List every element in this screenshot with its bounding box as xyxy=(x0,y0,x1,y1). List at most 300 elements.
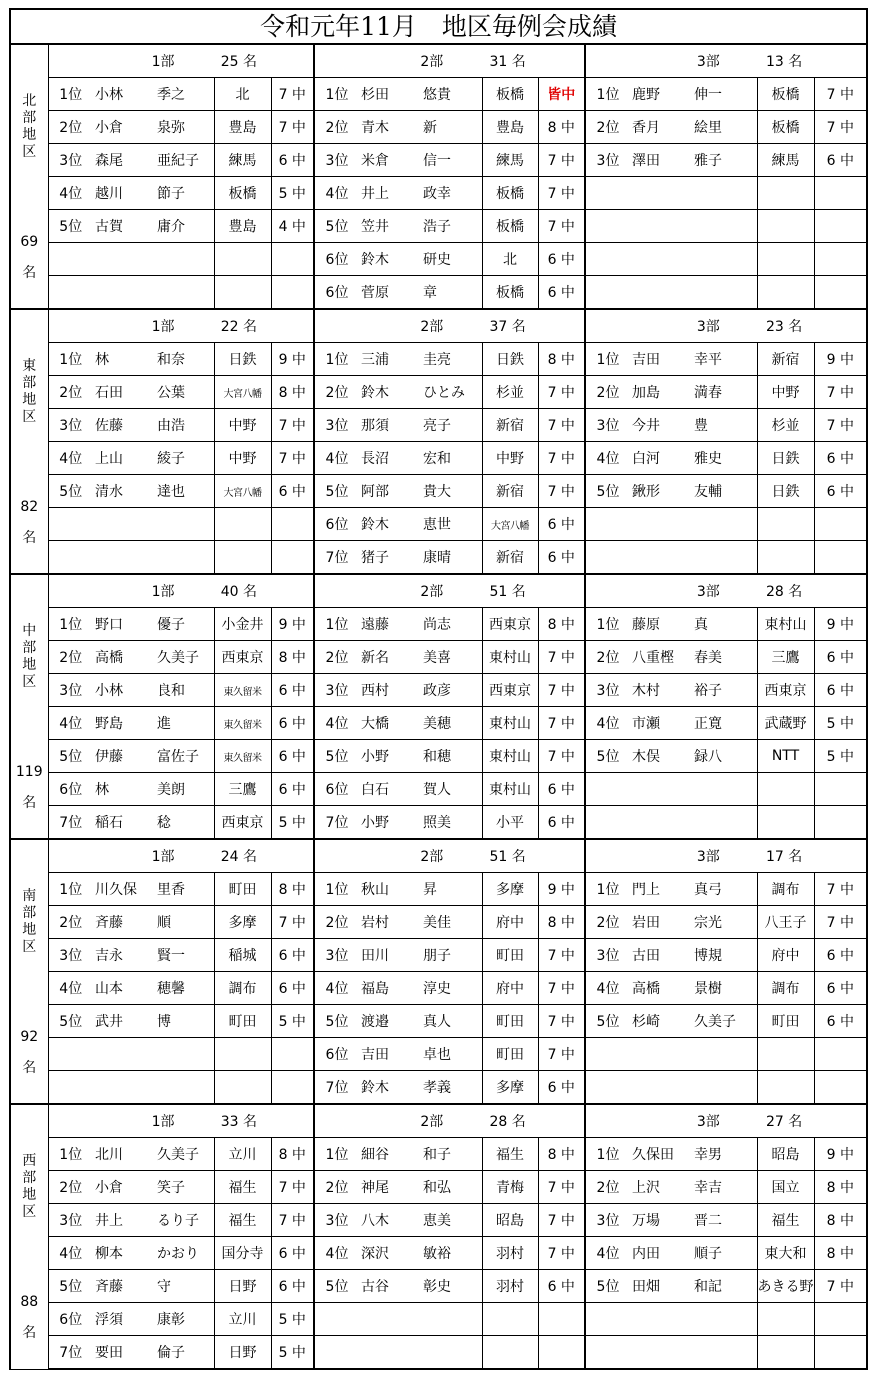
result-row xyxy=(10,111,867,144)
club-cell: 三鷹 xyxy=(757,641,814,674)
surname-cell: 伊藤 xyxy=(93,740,151,773)
score-cell: 7 中 xyxy=(538,740,585,773)
empty-cell xyxy=(271,1038,314,1071)
club-cell: 東久留米 xyxy=(214,740,271,773)
result-row xyxy=(10,144,867,177)
club-cell: 東村山 xyxy=(482,707,538,740)
empty-cell xyxy=(359,1336,417,1370)
given-name-cell: 和奈 xyxy=(151,343,214,376)
club-cell: 日鉄 xyxy=(482,343,538,376)
given-name-cell: 美佳 xyxy=(417,906,482,939)
empty-cell xyxy=(688,276,757,310)
division-count: 22 xyxy=(220,319,239,335)
given-name-cell: るり子 xyxy=(151,1204,214,1237)
result-row xyxy=(10,541,867,575)
empty-cell xyxy=(214,1071,271,1105)
division-count-suffix: 名 xyxy=(788,1114,803,1130)
given-name-cell: 和穂 xyxy=(417,740,482,773)
club-cell: 中野 xyxy=(214,409,271,442)
empty-cell xyxy=(151,243,214,276)
score-cell: 6 中 xyxy=(538,1071,585,1105)
rank-cell: 5位 xyxy=(48,1270,93,1303)
rank-cell: 3位 xyxy=(48,674,93,707)
empty-cell xyxy=(93,508,151,541)
score-cell: 7 中 xyxy=(271,111,314,144)
division-label: 2部 xyxy=(420,1114,444,1130)
empty-cell xyxy=(417,1303,482,1336)
given-name-cell: 公葉 xyxy=(151,376,214,409)
rank-cell: 7位 xyxy=(314,541,359,575)
rank-cell: 5位 xyxy=(585,475,630,508)
given-name-cell: ひとみ xyxy=(417,376,482,409)
empty-cell xyxy=(585,806,630,840)
region-label xyxy=(10,309,48,574)
surname-cell: 白石 xyxy=(359,773,417,806)
empty-cell xyxy=(688,806,757,840)
rank-cell: 6位 xyxy=(314,276,359,310)
score-cell: 6 中 xyxy=(271,674,314,707)
surname-cell: 藤原 xyxy=(630,608,688,641)
surname-cell: 斉藤 xyxy=(93,906,151,939)
region-count xyxy=(11,757,48,819)
given-name-cell: 泉弥 xyxy=(151,111,214,144)
rank-cell: 3位 xyxy=(585,144,630,177)
region-name-char: 西 xyxy=(22,1153,37,1169)
rank-cell: 3位 xyxy=(585,1204,630,1237)
rank-cell: 3位 xyxy=(48,144,93,177)
region-name-char: 区 xyxy=(22,939,37,955)
result-row xyxy=(10,343,867,376)
club-cell: 立川 xyxy=(214,1303,271,1336)
surname-cell: 古谷 xyxy=(359,1270,417,1303)
empty-cell xyxy=(585,1336,630,1370)
club-cell: 青梅 xyxy=(482,1171,538,1204)
division-label: 2部 xyxy=(420,584,444,600)
score-cell: 6 中 xyxy=(538,806,585,840)
result-row xyxy=(10,78,867,111)
empty-cell xyxy=(93,1038,151,1071)
surname-cell: 岩田 xyxy=(630,906,688,939)
division-header xyxy=(48,839,314,873)
rank-cell: 1位 xyxy=(314,78,359,111)
empty-cell xyxy=(630,276,688,310)
division-label: 1部 xyxy=(151,1114,175,1130)
empty-cell xyxy=(757,243,814,276)
club-cell: 町田 xyxy=(214,873,271,906)
division-label: 1部 xyxy=(151,849,175,865)
given-name-cell: 照美 xyxy=(417,806,482,840)
club-cell: 日鉄 xyxy=(757,442,814,475)
rank-cell: 1位 xyxy=(585,1138,630,1171)
division-header xyxy=(48,1104,314,1138)
empty-cell xyxy=(757,1303,814,1336)
club-cell: 小平 xyxy=(482,806,538,840)
surname-cell: 市瀬 xyxy=(630,707,688,740)
given-name-cell: 和記 xyxy=(688,1270,757,1303)
score-cell: 5 中 xyxy=(271,177,314,210)
club-cell: 東村山 xyxy=(757,608,814,641)
division-count: 37 xyxy=(489,319,508,335)
given-name-cell: 里香 xyxy=(151,873,214,906)
club-cell: 大宮八幡 xyxy=(214,475,271,508)
club-cell: 多摩 xyxy=(482,873,538,906)
club-cell: 多摩 xyxy=(482,1071,538,1105)
given-name-cell: 富佐子 xyxy=(151,740,214,773)
empty-cell xyxy=(214,508,271,541)
empty-cell xyxy=(757,806,814,840)
division-count: 24 xyxy=(220,849,239,865)
surname-cell: 米倉 xyxy=(359,144,417,177)
empty-cell xyxy=(151,1071,214,1105)
club-cell: 東村山 xyxy=(482,641,538,674)
given-name-cell: 和子 xyxy=(417,1138,482,1171)
result-row xyxy=(10,376,867,409)
result-row xyxy=(10,243,867,276)
score-cell: 7 中 xyxy=(538,1171,585,1204)
club-cell: 西東京 xyxy=(214,641,271,674)
surname-cell: 清水 xyxy=(93,475,151,508)
club-cell: 北 xyxy=(482,243,538,276)
empty-cell xyxy=(757,177,814,210)
division-header xyxy=(314,44,585,78)
given-name-cell: 春美 xyxy=(688,641,757,674)
club-cell: 板橋 xyxy=(757,111,814,144)
club-cell: 板橋 xyxy=(757,78,814,111)
given-name-cell: 淳史 xyxy=(417,972,482,1005)
empty-cell xyxy=(585,276,630,310)
region-name-char: 地 xyxy=(22,127,37,143)
empty-cell xyxy=(314,1303,359,1336)
empty-cell xyxy=(814,276,867,310)
given-name-cell: 宏和 xyxy=(417,442,482,475)
division-count: 23 xyxy=(765,319,784,335)
score-cell: 6 中 xyxy=(271,707,314,740)
rank-cell: 3位 xyxy=(314,144,359,177)
division-header xyxy=(585,574,867,608)
club-cell: 府中 xyxy=(482,972,538,1005)
surname-cell: 西村 xyxy=(359,674,417,707)
region-name-char: 部 xyxy=(22,1170,37,1186)
empty-cell xyxy=(814,508,867,541)
given-name-cell: 貴大 xyxy=(417,475,482,508)
division-header xyxy=(48,309,314,343)
rank-cell: 3位 xyxy=(585,939,630,972)
score-cell: 6 中 xyxy=(814,1005,867,1038)
region-name-char: 区 xyxy=(22,409,37,425)
empty-cell xyxy=(814,210,867,243)
result-row xyxy=(10,276,867,310)
surname-cell: 斉藤 xyxy=(93,1270,151,1303)
empty-cell xyxy=(630,1336,688,1370)
surname-cell: 浮須 xyxy=(93,1303,151,1336)
surname-cell: 杉田 xyxy=(359,78,417,111)
division-label: 2部 xyxy=(420,849,444,865)
rank-cell: 7位 xyxy=(314,1071,359,1105)
division-count: 51 xyxy=(489,584,508,600)
given-name-cell: 景樹 xyxy=(688,972,757,1005)
result-row xyxy=(10,1171,867,1204)
score-cell: 9 中 xyxy=(814,1138,867,1171)
surname-cell: 田畑 xyxy=(630,1270,688,1303)
rank-cell: 2位 xyxy=(314,641,359,674)
score-cell: 6 中 xyxy=(538,243,585,276)
region-name xyxy=(11,888,48,956)
division-header xyxy=(314,839,585,873)
surname-cell: 高橋 xyxy=(630,972,688,1005)
result-row xyxy=(10,806,867,840)
score-cell: 7 中 xyxy=(814,111,867,144)
rank-cell: 4位 xyxy=(314,1237,359,1270)
score-cell: 8 中 xyxy=(538,608,585,641)
results-sheet xyxy=(9,8,866,1370)
rank-cell: 5位 xyxy=(48,475,93,508)
surname-cell: 林 xyxy=(93,343,151,376)
surname-cell: 内田 xyxy=(630,1237,688,1270)
rank-cell: 1位 xyxy=(314,608,359,641)
empty-cell xyxy=(585,243,630,276)
result-row xyxy=(10,608,867,641)
given-name-cell: 博 xyxy=(151,1005,214,1038)
given-name-cell: 康彰 xyxy=(151,1303,214,1336)
surname-cell: 森尾 xyxy=(93,144,151,177)
result-row xyxy=(10,1038,867,1071)
rank-cell: 3位 xyxy=(314,1204,359,1237)
given-name-cell: 倫子 xyxy=(151,1336,214,1370)
surname-cell: 山本 xyxy=(93,972,151,1005)
empty-cell xyxy=(151,508,214,541)
club-cell: 西東京 xyxy=(214,806,271,840)
given-name-cell: 圭亮 xyxy=(417,343,482,376)
surname-cell: 大橋 xyxy=(359,707,417,740)
region-label xyxy=(10,839,48,1104)
result-row xyxy=(10,1071,867,1105)
surname-cell: 要田 xyxy=(93,1336,151,1370)
rank-cell: 1位 xyxy=(585,608,630,641)
club-cell: 板橋 xyxy=(482,210,538,243)
rank-cell: 5位 xyxy=(48,740,93,773)
surname-cell: 長沼 xyxy=(359,442,417,475)
rank-cell: 2位 xyxy=(48,641,93,674)
rank-cell: 4位 xyxy=(48,442,93,475)
club-cell: 大宮八幡 xyxy=(214,376,271,409)
rank-cell: 6位 xyxy=(314,773,359,806)
surname-cell: 野口 xyxy=(93,608,151,641)
division-count-suffix: 名 xyxy=(511,584,526,600)
result-row xyxy=(10,740,867,773)
division-header xyxy=(314,309,585,343)
result-row xyxy=(10,177,867,210)
surname-cell: 鈴木 xyxy=(359,376,417,409)
division-count-suffix: 名 xyxy=(242,849,257,865)
club-cell: 日野 xyxy=(214,1270,271,1303)
empty-cell xyxy=(585,773,630,806)
surname-cell: 小倉 xyxy=(93,111,151,144)
rank-cell: 5位 xyxy=(314,1270,359,1303)
given-name-cell: 美朗 xyxy=(151,773,214,806)
rank-cell: 4位 xyxy=(314,177,359,210)
surname-cell: 今井 xyxy=(630,409,688,442)
region-name-char: 地 xyxy=(22,1187,37,1203)
rank-cell: 6位 xyxy=(48,1303,93,1336)
division-label: 1部 xyxy=(151,54,175,70)
given-name-cell: 幸吉 xyxy=(688,1171,757,1204)
club-cell: 小金井 xyxy=(214,608,271,641)
rank-cell: 4位 xyxy=(48,707,93,740)
club-cell: 東大和 xyxy=(757,1237,814,1270)
surname-cell: 八重樫 xyxy=(630,641,688,674)
score-cell: 7 中 xyxy=(271,409,314,442)
given-name-cell: 優子 xyxy=(151,608,214,641)
given-name-cell: 政彦 xyxy=(417,674,482,707)
empty-cell xyxy=(359,1303,417,1336)
empty-cell xyxy=(585,1071,630,1105)
given-name-cell: 達也 xyxy=(151,475,214,508)
surname-cell: 鍬形 xyxy=(630,475,688,508)
given-name-cell: 昇 xyxy=(417,873,482,906)
result-row xyxy=(10,906,867,939)
rank-cell: 3位 xyxy=(585,409,630,442)
empty-cell xyxy=(688,541,757,575)
score-cell: 7 中 xyxy=(538,409,585,442)
club-cell: 調布 xyxy=(214,972,271,1005)
given-name-cell: 雅子 xyxy=(688,144,757,177)
rank-cell: 5位 xyxy=(585,1270,630,1303)
surname-cell: 神尾 xyxy=(359,1171,417,1204)
empty-cell xyxy=(757,210,814,243)
given-name-cell: 恵世 xyxy=(417,508,482,541)
surname-cell: 石田 xyxy=(93,376,151,409)
surname-cell: 八木 xyxy=(359,1204,417,1237)
score-cell: 6 中 xyxy=(814,939,867,972)
club-cell: 町田 xyxy=(482,1005,538,1038)
division-count: 40 xyxy=(220,584,239,600)
given-name-cell: 幸平 xyxy=(688,343,757,376)
division-count-suffix: 名 xyxy=(788,54,803,70)
given-name-cell: 亜紀子 xyxy=(151,144,214,177)
given-name-cell: 久美子 xyxy=(151,1138,214,1171)
club-cell: 大宮八幡 xyxy=(482,508,538,541)
empty-cell xyxy=(688,1336,757,1370)
given-name-cell: 友輔 xyxy=(688,475,757,508)
given-name-cell: 雅史 xyxy=(688,442,757,475)
surname-cell: 遠藤 xyxy=(359,608,417,641)
empty-cell xyxy=(630,1071,688,1105)
rank-cell: 4位 xyxy=(585,1237,630,1270)
given-name-cell: 研史 xyxy=(417,243,482,276)
rank-cell: 6位 xyxy=(314,508,359,541)
empty-cell xyxy=(630,1303,688,1336)
score-cell: 6 中 xyxy=(814,641,867,674)
division-count: 17 xyxy=(765,849,784,865)
division-header-row xyxy=(10,309,867,343)
division-count-suffix: 名 xyxy=(242,319,257,335)
surname-cell: 三浦 xyxy=(359,343,417,376)
region-name-char: 東 xyxy=(22,358,37,374)
score-cell: 6 中 xyxy=(271,773,314,806)
rank-cell: 6位 xyxy=(314,1038,359,1071)
score-cell: 7 中 xyxy=(814,78,867,111)
given-name-cell: 孝義 xyxy=(417,1071,482,1105)
surname-cell: 林 xyxy=(93,773,151,806)
empty-cell xyxy=(757,276,814,310)
region-name-char: 区 xyxy=(22,144,37,160)
club-cell: 豊島 xyxy=(482,111,538,144)
empty-cell xyxy=(271,508,314,541)
rank-cell: 5位 xyxy=(585,740,630,773)
region-label xyxy=(10,1104,48,1369)
empty-cell xyxy=(214,243,271,276)
club-cell: 豊島 xyxy=(214,111,271,144)
given-name-cell: 順子 xyxy=(688,1237,757,1270)
surname-cell: 木村 xyxy=(630,674,688,707)
given-name-cell: 豊 xyxy=(688,409,757,442)
given-name-cell: 真 xyxy=(688,608,757,641)
club-cell: 日野 xyxy=(214,1336,271,1370)
region-name-char: 区 xyxy=(22,674,37,690)
score-cell: 7 中 xyxy=(538,177,585,210)
club-cell: 東久留米 xyxy=(214,707,271,740)
surname-cell: 渡邉 xyxy=(359,1005,417,1038)
surname-cell: 木俣 xyxy=(630,740,688,773)
score-cell: 6 中 xyxy=(271,1237,314,1270)
empty-cell xyxy=(814,177,867,210)
given-name-cell: 季之 xyxy=(151,78,214,111)
club-cell: 板橋 xyxy=(482,78,538,111)
club-cell: 多摩 xyxy=(214,906,271,939)
empty-cell xyxy=(151,1038,214,1071)
score-cell: 6 中 xyxy=(814,972,867,1005)
given-name-cell: かおり xyxy=(151,1237,214,1270)
empty-cell xyxy=(585,508,630,541)
club-cell: 練馬 xyxy=(757,144,814,177)
given-name-cell: 真人 xyxy=(417,1005,482,1038)
given-name-cell: 裕子 xyxy=(688,674,757,707)
score-cell: 8 中 xyxy=(538,343,585,376)
result-row xyxy=(10,641,867,674)
rank-cell: 6位 xyxy=(314,243,359,276)
region-name-char: 地 xyxy=(22,392,37,408)
surname-cell: 笠井 xyxy=(359,210,417,243)
score-cell: 6 中 xyxy=(538,773,585,806)
empty-cell xyxy=(688,1038,757,1071)
score-cell: 7 中 xyxy=(814,873,867,906)
club-cell: 西東京 xyxy=(482,674,538,707)
club-cell: 杉並 xyxy=(757,409,814,442)
given-name-cell: 真弓 xyxy=(688,873,757,906)
score-cell: 8 中 xyxy=(538,111,585,144)
rank-cell: 5位 xyxy=(314,475,359,508)
score-cell: 6 中 xyxy=(271,1270,314,1303)
result-row xyxy=(10,1270,867,1303)
empty-cell xyxy=(757,508,814,541)
surname-cell: 香月 xyxy=(630,111,688,144)
club-cell: 町田 xyxy=(482,1038,538,1071)
rank-cell: 2位 xyxy=(314,906,359,939)
division-count-suffix: 名 xyxy=(511,319,526,335)
division-count-suffix: 名 xyxy=(788,319,803,335)
empty-cell xyxy=(630,243,688,276)
division-header xyxy=(585,309,867,343)
club-cell: 三鷹 xyxy=(214,773,271,806)
division-header xyxy=(585,839,867,873)
score-cell: 8 中 xyxy=(814,1171,867,1204)
score-cell: 7 中 xyxy=(538,144,585,177)
score-cell: 7 中 xyxy=(538,674,585,707)
rank-cell: 3位 xyxy=(48,1204,93,1237)
rank-cell: 2位 xyxy=(314,376,359,409)
rank-cell: 6位 xyxy=(48,773,93,806)
division-header xyxy=(48,574,314,608)
